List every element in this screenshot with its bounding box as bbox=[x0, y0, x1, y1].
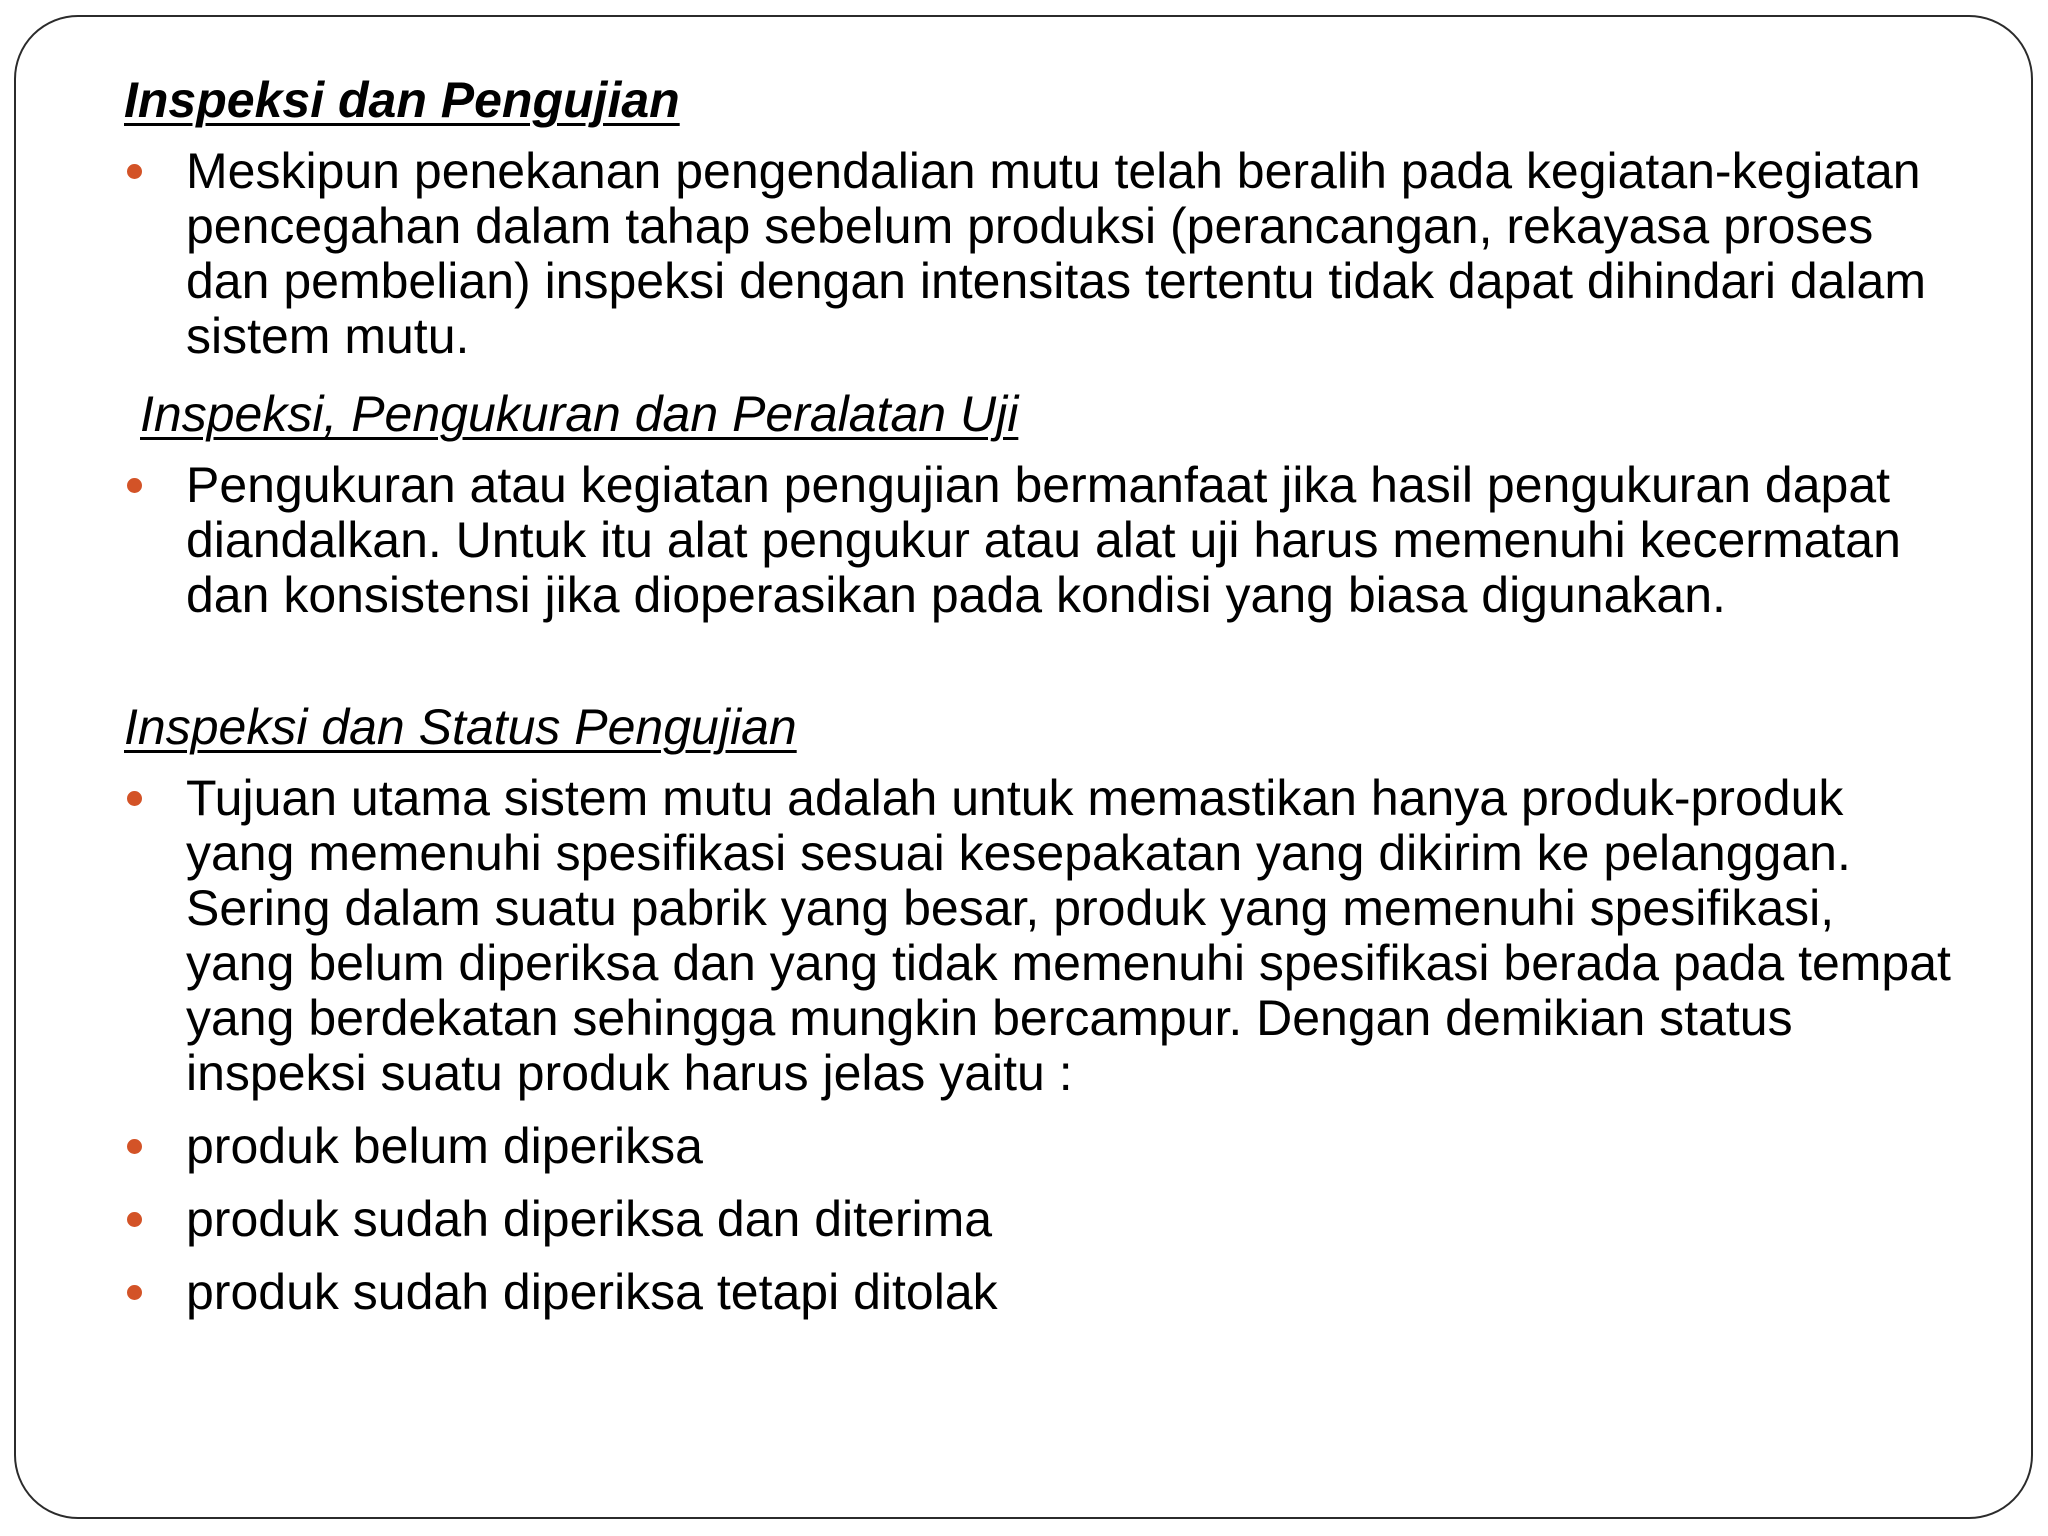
bullet-icon bbox=[127, 791, 142, 806]
section-heading-status-pengujian: Inspeksi dan Status Pengujian bbox=[124, 699, 797, 755]
bullet-text: Tujuan utama sistem mutu adalah untuk memastikan hanya produk-produk yang memenuhi spesifikasi sesuai kesepakatan yang dikirim ke pelanggan. Sering dalam suatu pabrik yang besar, produk yang memenuhi spesifikasi, yang belum diperiksa dan yang tidak memenuhi spesifikasi berada pada tempat yang berdekatan sehingga mungkin bercampur. Dengan demikian status inspeksi suatu produk harus jelas yaitu : bbox=[186, 770, 1951, 1101]
slide-content bbox=[124, 68, 1954, 1320]
list-item bbox=[124, 458, 1954, 623]
list-item bbox=[124, 144, 1954, 364]
bullet-icon bbox=[127, 1285, 142, 1300]
bullet-text: produk sudah diperiksa tetapi ditolak bbox=[186, 1264, 998, 1320]
bullet-text: Meskipun penekanan pengendalian mutu telah beralih pada kegiatan-kegiatan pencegahan dalam tahap sebelum produksi (perancangan, rekayasa proses dan pembelian) inspeksi dengan intensitas tertentu tidak dapat dihindari dalam sistem mutu. bbox=[186, 143, 1927, 364]
bullet-icon bbox=[127, 478, 142, 493]
list-item bbox=[124, 771, 1954, 1101]
section-heading-pengukuran-peralatan-uji: Inspeksi, Pengukuran dan Peralatan Uji bbox=[140, 386, 1019, 442]
bullet-icon bbox=[127, 1139, 142, 1154]
bullet-text: produk sudah diperiksa dan diterima bbox=[186, 1191, 993, 1247]
section-heading-inspeksi-dan-pengujian: Inspeksi dan Pengujian bbox=[124, 72, 680, 128]
list-item bbox=[124, 1192, 1954, 1247]
list-item bbox=[124, 1265, 1954, 1320]
bullet-text: Pengukuran atau kegiatan pengujian bermanfaat jika hasil pengukuran dapat diandalkan. Untuk itu alat pengukur atau alat uji harus memenuhi kecermatan dan konsistensi jika dioperasikan pada kondisi yang biasa digunakan. bbox=[186, 457, 1901, 623]
list-item bbox=[124, 1119, 1954, 1174]
bullet-icon bbox=[127, 1212, 142, 1227]
bullet-text: produk belum diperiksa bbox=[186, 1118, 703, 1174]
bullet-icon bbox=[127, 164, 142, 179]
